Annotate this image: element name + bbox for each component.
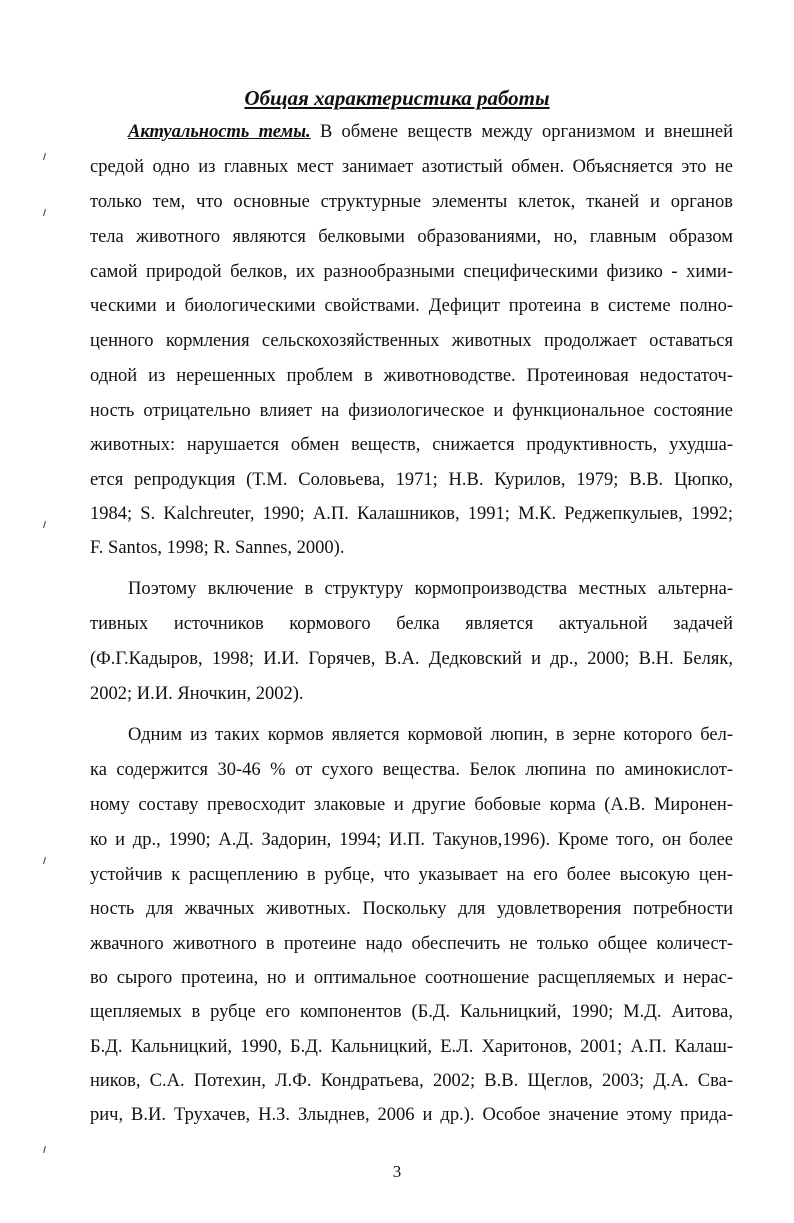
text-line: рич, В.И. Трухачев, Н.З. Злыднев, 2006 и др.). Особое значение этому прида- — [90, 1105, 733, 1125]
text-line: ность отрицательно влияет на физиологическое и функциональное состояние — [90, 401, 733, 421]
text-line: ко и др., 1990; А.Д. Задорин, 1994; И.П. Такунов,1996). Кроме того, он более — [90, 830, 733, 850]
text-line: жвачного животного в протеине надо обеспечить не только общее количест- — [90, 934, 733, 954]
text-line: щепляемых в рубце его компонентов (Б.Д. Кальницкий, 1990; М.Д. Аитова, — [90, 1002, 733, 1022]
text-line: Б.Д. Кальницкий, 1990, Б.Д. Кальницкий, Е.Л. Харитонов, 2001; А.П. Калаш- — [90, 1037, 733, 1057]
page-number: 3 — [392, 1162, 402, 1181]
section-title: Общая характеристика работы — [244, 86, 550, 110]
text-line: 1984; S. Kalchreuter, 1990; А.П. Калашников, 1991; М.К. Реджепкулыев, 1992; — [90, 504, 733, 524]
text-line — [128, 121, 733, 143]
text-line: (Ф.Г.Кадыров, 1998; И.И. Горячев, В.А. Дедковский и др., 2000; В.Н. Беляк, — [90, 649, 733, 669]
scan-mark — [43, 521, 46, 528]
scan-mark — [43, 209, 46, 216]
text-line: одной из нерешенных проблем в животноводстве. Протеиновая недостаточ- — [90, 366, 733, 386]
text-line: ценного кормления сельскохозяйственных животных продолжает оставаться — [90, 331, 733, 351]
text-line: Поэтому включение в структуру кормопроизводства местных альтерна- — [128, 579, 733, 599]
text-line: ка содержится 30-46 % от сухого вещества. Белок люпина по аминокислот- — [90, 760, 733, 780]
text-line: средой одно из главных мест занимает азотистый обмен. Объясняется это не — [90, 157, 733, 177]
scan-mark — [43, 857, 46, 864]
text-line: 2002; И.И. Яночкин, 2002). — [90, 684, 304, 704]
text-line: только тем, что основные структурные элементы клеток, тканей и органов — [90, 192, 733, 212]
lead-heading: Актуальность темы. — [128, 122, 311, 142]
text-line: во сырого протеина, но и оптимальное соотношение расщепляемых и нерас- — [90, 968, 733, 988]
text-line: ческими и биологическими свойствами. Дефицит протеина в системе полно- — [90, 296, 733, 316]
text-line: ность для жвачных животных. Поскольку для удовлетворения потребности — [90, 899, 733, 919]
text-line: ется репродукция (Т.М. Соловьева, 1971; Н.В. Курилов, 1979; В.В. Цюпко, — [90, 470, 733, 490]
text-line: ному составу превосходит злаковые и другие бобовые корма (А.В. Миронен- — [90, 795, 733, 815]
text-line: устойчив к расщеплению в рубце, что указывает на его более высокую цен- — [90, 865, 733, 885]
text-line: ников, С.А. Потехин, Л.Ф. Кондратьева, 2002; В.В. Щеглов, 2003; Д.А. Сва- — [90, 1071, 733, 1091]
text-line: Одним из таких кормов является кормовой люпин, в зерне которого бел- — [128, 725, 733, 745]
text-line: животных: нарушается обмен веществ, снижается продуктивность, ухудша- — [90, 435, 733, 455]
scan-mark — [43, 1146, 46, 1153]
text-line: самой природой белков, их разнообразными специфическими физико - хими- — [90, 262, 733, 282]
scan-mark — [43, 153, 46, 160]
text-line: тела животного являются белковыми образованиями, но, главным образом — [90, 227, 733, 247]
text-line: тивных источников кормового белка является актуальной задачей — [90, 614, 733, 634]
lead-text: В обмене веществ между организмом и внешней — [310, 122, 733, 142]
text-line: F. Santos, 1998; R. Sannes, 2000). — [90, 538, 345, 558]
